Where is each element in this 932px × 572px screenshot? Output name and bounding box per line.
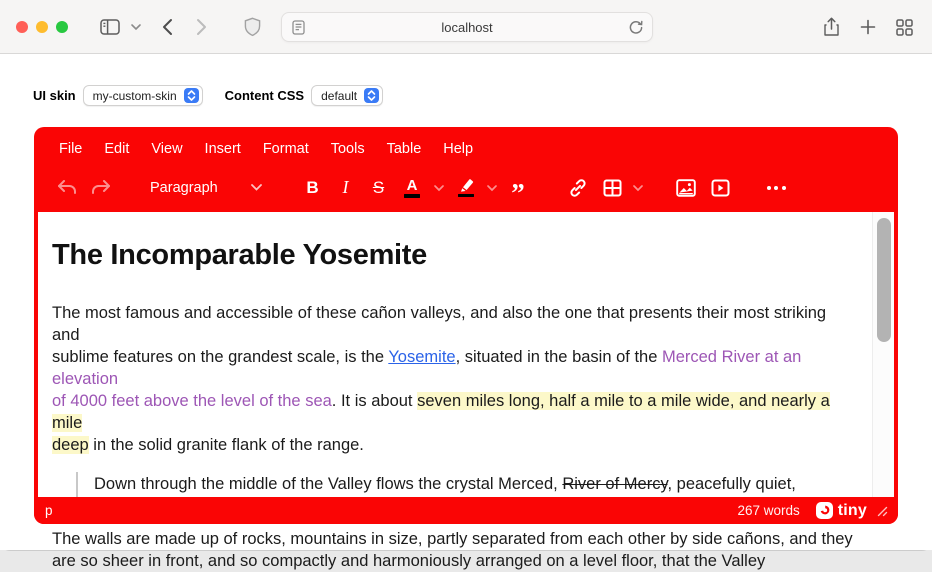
text-segment: seven miles long, half a mile to a mile wide, and nearly a mile	[52, 392, 830, 432]
content-css-value: default	[321, 88, 358, 103]
tab-overview-button[interactable]	[891, 0, 917, 54]
forward-button[interactable]	[190, 0, 212, 54]
more-icon	[767, 186, 786, 190]
scrollbar-thumb[interactable]	[877, 218, 891, 342]
text-color-icon: A	[404, 178, 420, 198]
text-segment: , situated in the basin of the	[455, 348, 662, 366]
demo-controls	[33, 85, 383, 106]
content-paragraph	[52, 302, 858, 456]
ui-skin-value: my-custom-skin	[92, 88, 177, 103]
highlight-color-menu-button[interactable]	[483, 171, 501, 205]
bold-button[interactable]	[296, 171, 329, 205]
block-format-dropdown[interactable]	[142, 171, 272, 205]
menu-item-view[interactable]: View	[151, 140, 183, 157]
browser-toolbar	[0, 0, 932, 54]
text-segment: are so sheer in front, and so compactly and harmoniously arranged on a level floor, that the Valley	[52, 552, 766, 570]
select-stepper-icon	[184, 88, 199, 103]
chevron-right-icon	[196, 18, 207, 36]
reader-icon[interactable]	[292, 20, 305, 35]
shield-icon	[244, 17, 261, 37]
text-segment: River of Mercy	[562, 475, 668, 493]
minimize-window-button[interactable]	[36, 21, 48, 33]
insert-link-button[interactable]	[561, 171, 595, 205]
share-button[interactable]	[818, 0, 844, 54]
chevron-down-icon	[487, 185, 497, 191]
editor-scrollbar[interactable]	[872, 212, 894, 497]
content-link[interactable]: Yosemite	[388, 348, 456, 366]
chevron-down-icon	[633, 185, 643, 191]
menu-item-file[interactable]: File	[59, 140, 83, 157]
text-color-menu-button[interactable]	[429, 171, 449, 205]
chevron-down-icon	[251, 184, 262, 191]
highlighter-icon	[458, 178, 475, 197]
text-segment: The Incomparable Yosemite	[52, 239, 427, 271]
text-segment: The walls are made up of rocks, mountains in size, partly separated from each other by side cañons, and they	[52, 530, 853, 548]
link-icon	[568, 178, 588, 198]
new-tab-button[interactable]	[855, 0, 881, 54]
content-css-label: Content CSS	[224, 88, 305, 103]
sidebar-toggle-button[interactable]	[97, 0, 123, 54]
tinymce-editor	[34, 127, 898, 570]
reload-icon[interactable]	[629, 20, 643, 35]
select-stepper-icon	[364, 88, 379, 103]
tiny-branding[interactable]	[816, 502, 867, 520]
text-segment: sublime features on the grandest scale, is the	[52, 348, 389, 366]
italic-button[interactable]	[329, 171, 362, 205]
text-segment: , peacefully quiet,	[667, 475, 796, 493]
block-format-value: Paragraph	[150, 179, 218, 196]
grid-icon	[896, 19, 913, 36]
element-path[interactable]: p	[45, 503, 53, 518]
editor-toolbar	[34, 164, 898, 211]
menu-item-tools[interactable]: Tools	[330, 140, 365, 157]
zoom-window-button[interactable]	[56, 21, 68, 33]
insert-image-button[interactable]	[669, 171, 703, 205]
undo-icon	[56, 179, 78, 197]
strikethrough-button[interactable]	[362, 171, 395, 205]
content-paragraph	[52, 528, 858, 572]
text-segment: deep	[52, 436, 89, 454]
menu-item-insert[interactable]: Insert	[204, 140, 241, 157]
table-button[interactable]	[595, 171, 629, 205]
undo-button[interactable]	[50, 171, 84, 205]
editor-menubar	[34, 127, 898, 164]
blockquote-button[interactable]	[501, 171, 535, 209]
blockquote-icon: ”	[511, 178, 525, 209]
plus-icon	[860, 19, 876, 35]
ui-skin-select[interactable]	[83, 85, 203, 106]
tiny-logo-icon	[816, 502, 833, 519]
editor-statusbar	[34, 497, 898, 524]
ui-skin-label: UI skin	[33, 88, 76, 103]
table-icon	[603, 179, 622, 197]
menu-item-table[interactable]: Table	[386, 140, 422, 157]
italic-icon: I	[342, 177, 349, 197]
tiny-brand-label: tiny	[837, 501, 867, 519]
url-text[interactable]: localhost	[441, 19, 493, 35]
word-count[interactable]: 267 words	[737, 503, 800, 518]
menu-item-edit[interactable]: Edit	[104, 140, 130, 157]
redo-button[interactable]	[84, 171, 118, 205]
strikethrough-icon: S	[372, 177, 385, 197]
privacy-report-button[interactable]	[240, 0, 264, 54]
image-icon	[676, 179, 696, 197]
redo-icon	[90, 179, 112, 197]
share-icon	[823, 17, 840, 37]
resize-handle-icon[interactable]	[876, 505, 888, 517]
page-content	[0, 55, 932, 570]
text-color-button[interactable]	[395, 171, 429, 205]
table-menu-button[interactable]	[629, 171, 647, 205]
insert-media-button[interactable]	[703, 171, 737, 205]
text-segment: of 4000 feet above the level of the sea	[52, 392, 332, 410]
address-bar[interactable]	[281, 12, 653, 42]
sidebar-icon	[100, 18, 120, 36]
chevron-down-icon	[131, 24, 141, 30]
close-window-button[interactable]	[16, 21, 28, 33]
text-segment: Down through the middle of the Valley flows the crystal Merced,	[94, 475, 563, 493]
more-toolbar-button[interactable]	[759, 171, 793, 205]
menu-item-help[interactable]: Help	[443, 140, 474, 157]
bold-icon: B	[306, 177, 319, 197]
text-segment: in the solid granite flank of the range.	[88, 436, 364, 454]
highlight-color-button[interactable]	[449, 171, 483, 205]
text-segment: The most famous and accessible of these cañon valleys, and also the one that presents their most striking and	[52, 304, 827, 344]
chevron-left-icon	[162, 18, 173, 36]
sidebar-menu-chevron[interactable]	[129, 0, 143, 54]
content-heading	[52, 238, 858, 272]
text-segment: . It is about	[331, 392, 418, 410]
traffic-lights	[16, 21, 68, 33]
chevron-down-icon	[434, 185, 444, 191]
content-css-select[interactable]	[311, 85, 383, 106]
text-segment: Merced River at an elevation	[52, 348, 802, 388]
back-button[interactable]	[156, 0, 178, 54]
menu-item-format[interactable]: Format	[262, 140, 309, 157]
media-icon	[711, 179, 730, 197]
